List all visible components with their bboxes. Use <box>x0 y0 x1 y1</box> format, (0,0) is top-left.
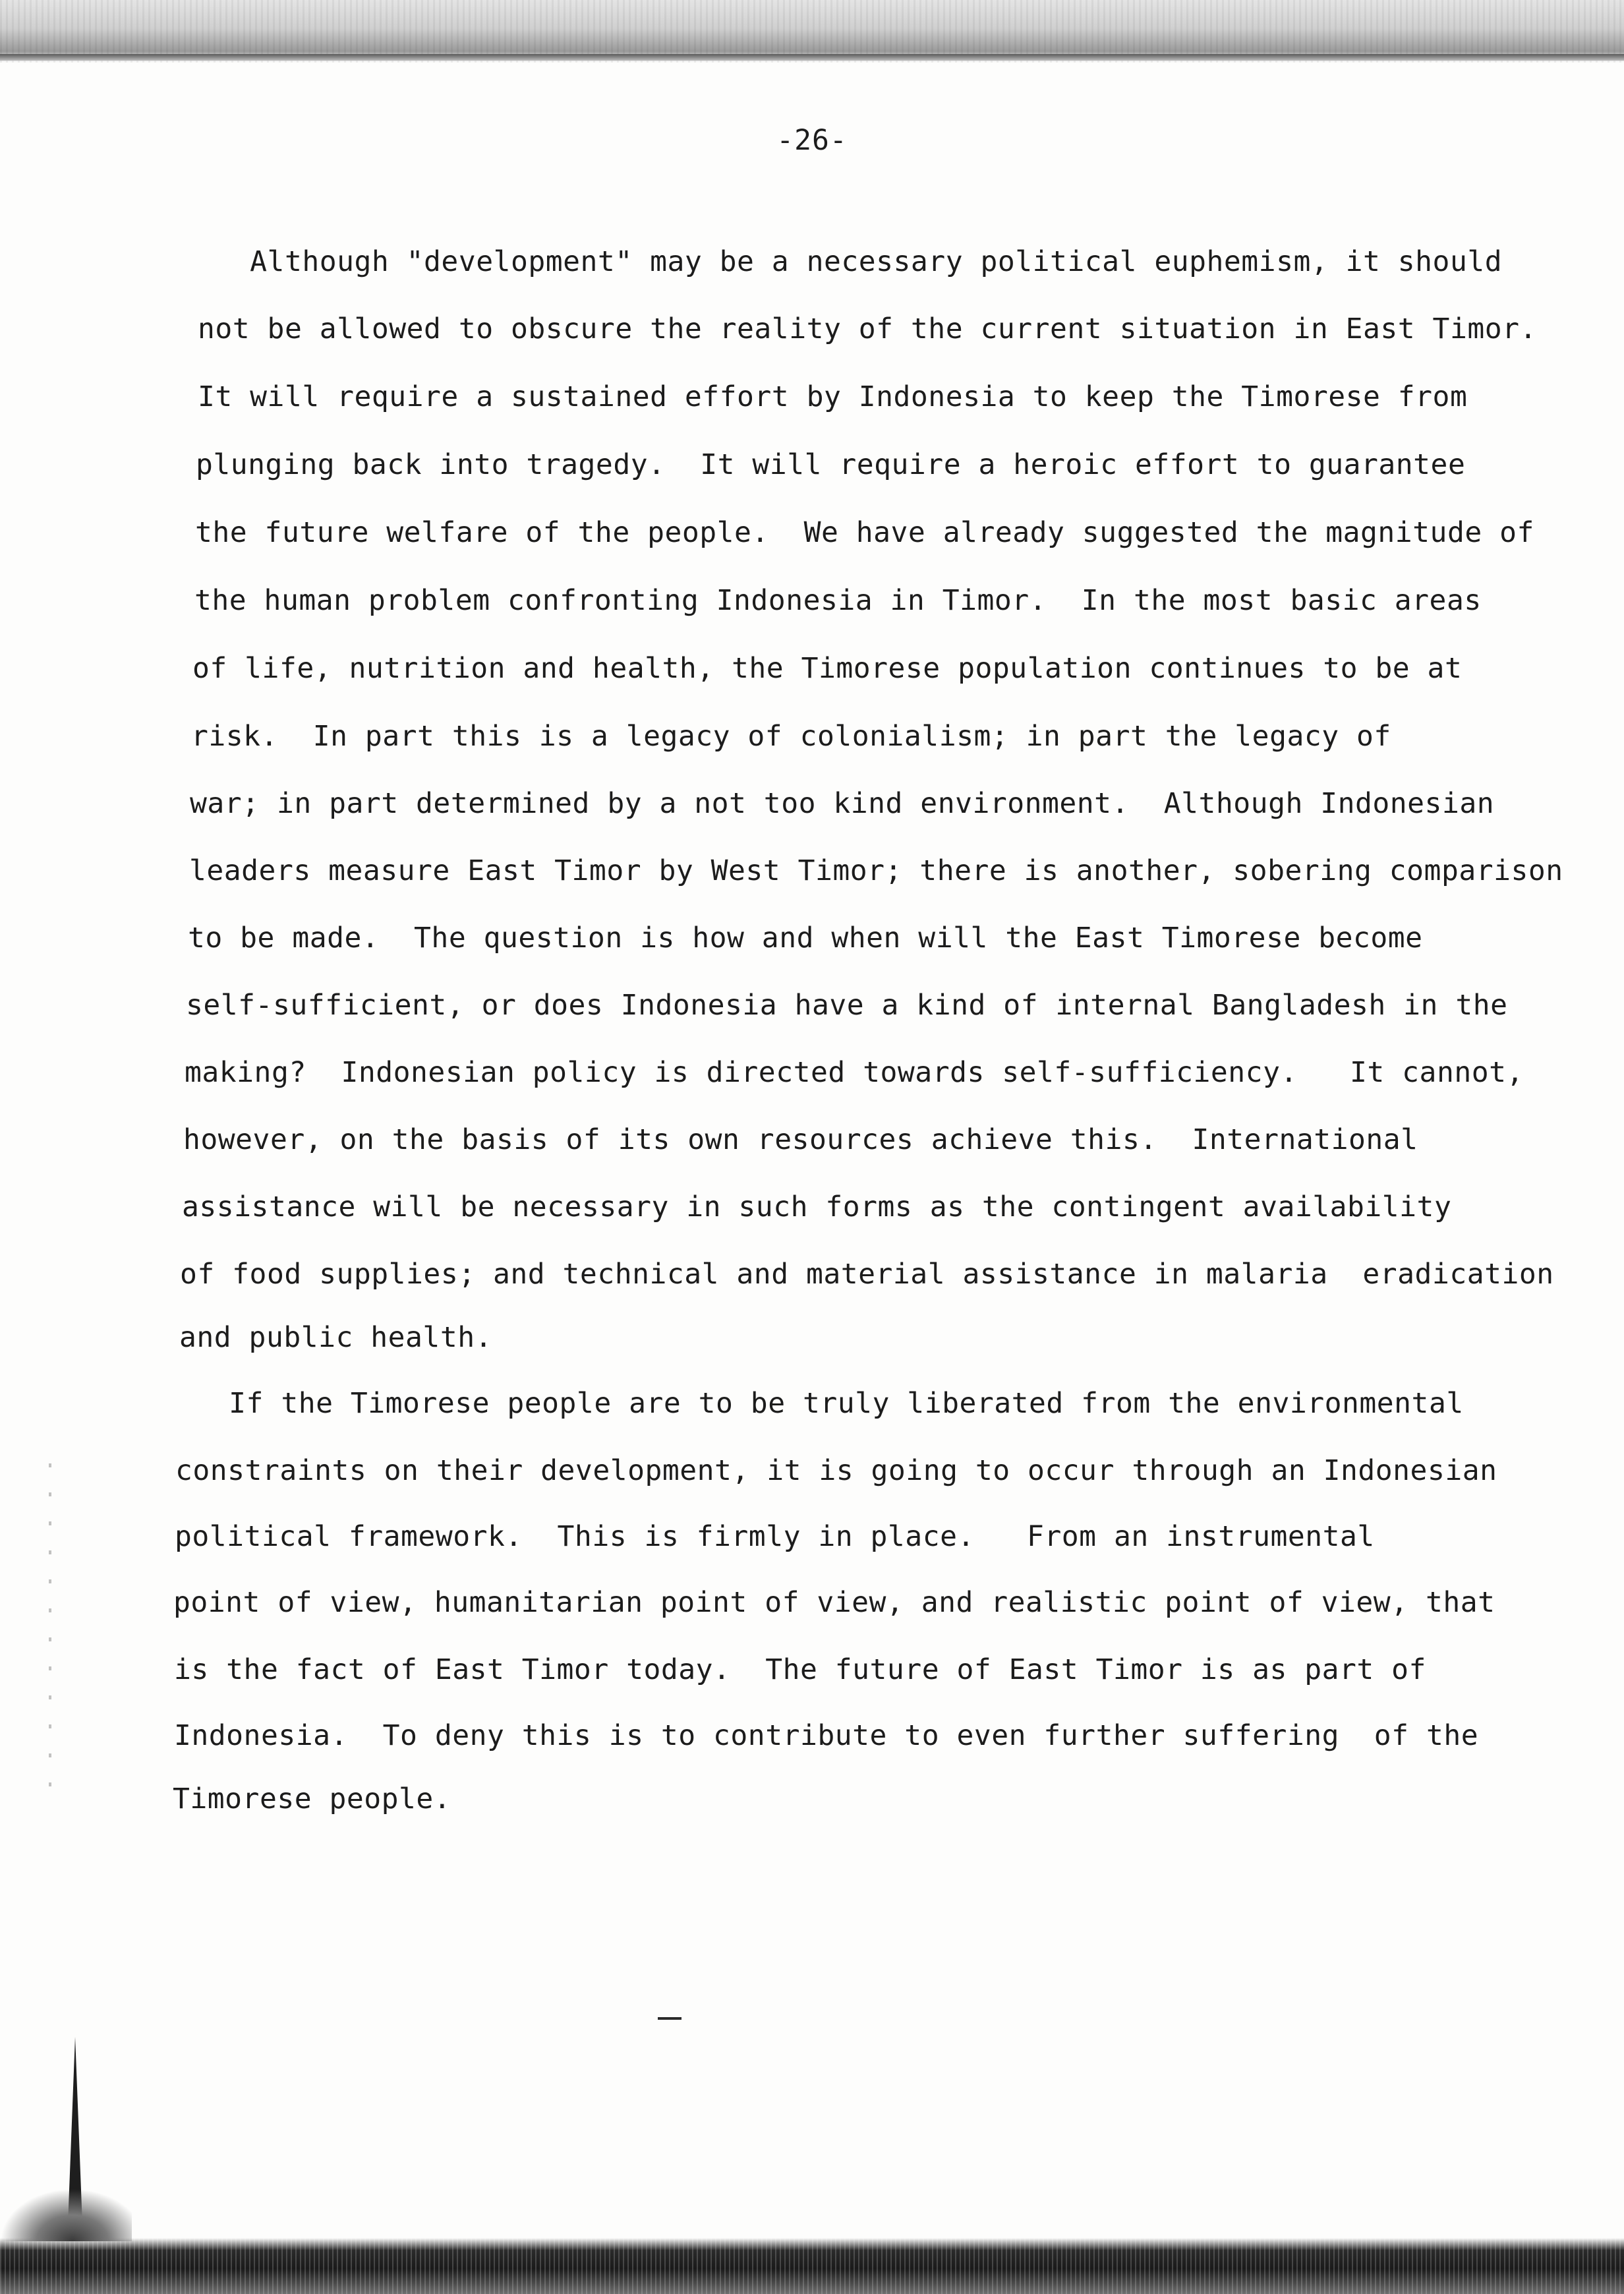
text-line: Although "development" may be a necessary political euphemism, it should <box>198 245 1503 278</box>
scan-corner-artifact <box>0 2189 132 2241</box>
text-line: risk. In part this is a legacy of colonialism; in part the legacy of <box>191 720 1391 753</box>
scan-top-edge <box>0 54 1624 61</box>
text-line: to be made. The question is how and when will the East Timorese become <box>188 922 1423 955</box>
text-line: the human problem confronting Indonesia in Timor. In the most basic areas <box>194 584 1482 617</box>
text-line: Timorese people. <box>173 1782 451 1815</box>
text-line: It will require a sustained effort by Indonesia to keep the Timorese from <box>198 380 1468 413</box>
text-line: war; in part determined by a not too kind environment. Although Indonesian <box>190 787 1495 820</box>
text-line: however, on the basis of its own resources achieve this. International <box>183 1123 1418 1156</box>
text-line: Indonesia. To deny this is to contribute to even further suffering of the <box>174 1719 1479 1752</box>
margin-specks <box>49 1463 51 1806</box>
text-line: and public health. <box>179 1321 492 1354</box>
scan-top-border <box>0 0 1624 63</box>
page-number: -26- <box>776 124 848 157</box>
text-line: of life, nutrition and health, the Timorese population continues to be at <box>192 652 1463 685</box>
text-line: is the fact of East Timor today. The future of East Timor is as part of <box>174 1653 1426 1686</box>
text-line: making? Indonesian policy is directed towards self-sufficiency. It cannot, <box>185 1056 1524 1089</box>
text-line: constraints on their development, it is going to occur through an Indonesian <box>175 1454 1497 1487</box>
text-line: of food supplies; and technical and material assistance in malaria eradication <box>180 1258 1554 1291</box>
text-line: not be allowed to obscure the reality of the current situation in East Timor. <box>198 312 1537 345</box>
text-line: assistance will be necessary in such forms as the contingent availability <box>182 1191 1452 1223</box>
text-line: If the Timorese people are to be truly liberated from the environmental <box>177 1387 1464 1420</box>
text-line: self-sufficient, or does Indonesia have a kind of internal Bangladesh in the <box>186 989 1508 1022</box>
stray-dash-mark <box>658 2017 682 2020</box>
scan-bottom-border <box>0 2238 1624 2294</box>
text-line: the future welfare of the people. We have already suggested the magnitude of <box>195 516 1534 549</box>
text-line: leaders measure East Timor by West Timor; there is another, sobering comparison <box>189 854 1563 887</box>
text-line: plunging back into tragedy. It will require a heroic effort to guarantee <box>196 448 1466 481</box>
text-line: political framework. This is firmly in place. From an instrumental <box>175 1520 1375 1553</box>
text-line: point of view, humanitarian point of view, and realistic point of view, that <box>173 1586 1495 1619</box>
